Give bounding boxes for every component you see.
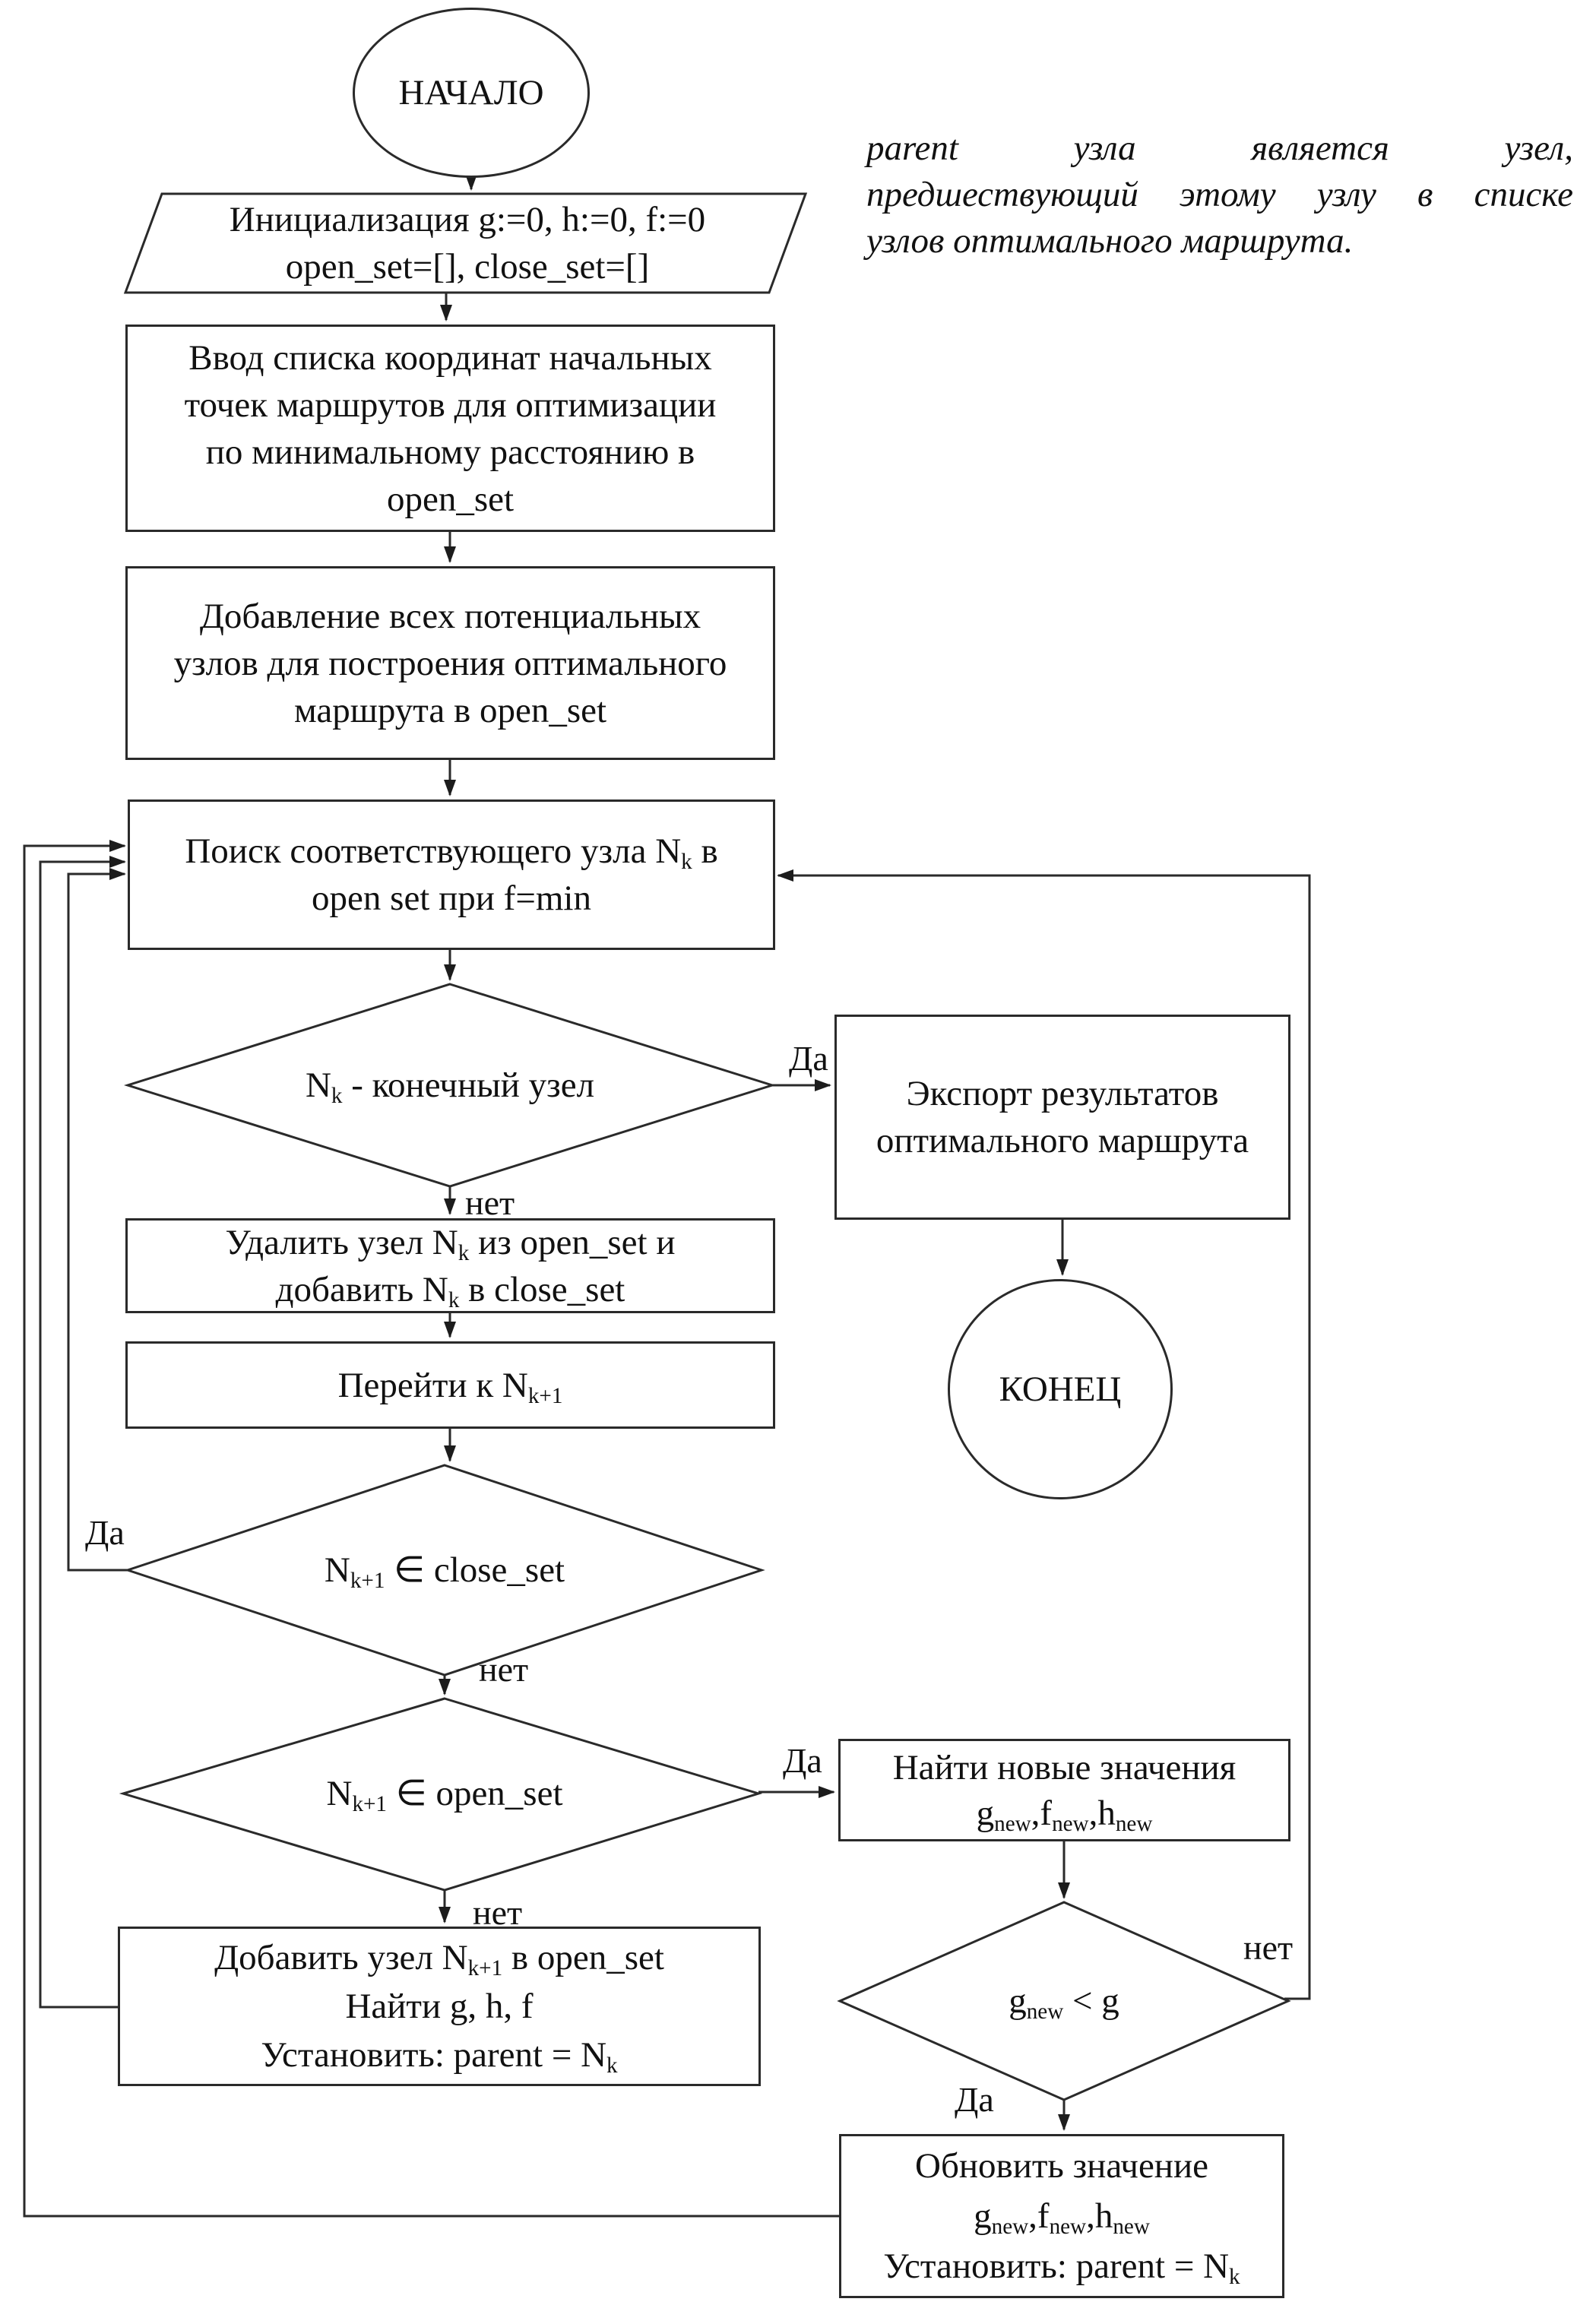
edge-addopen-loop: [40, 862, 125, 2007]
edge-label-yes-gnew: Да: [955, 2080, 994, 2119]
search-line: open set при f=min: [312, 879, 591, 918]
decision-in-close-set-label: [224, 1521, 665, 1620]
edge-label-no-inclose: нет: [479, 1650, 529, 1689]
init-io-node: [148, 196, 787, 290]
start-label: НАЧАЛО: [398, 73, 544, 112]
end-label: КОНЕЦ: [999, 1369, 1122, 1409]
edge-label-yes-final: Да: [789, 1039, 828, 1078]
edge-label-yes-inopen: Да: [783, 1741, 822, 1780]
parent-note-line: предшествующий этому узлу в списке: [866, 175, 1573, 214]
add-nodes-process-node: [125, 566, 775, 760]
add-nodes-line: маршрута в open_set: [293, 690, 607, 730]
parent-note-line: узлов оптимального маршрута.: [866, 221, 1354, 261]
start-terminator: [353, 8, 590, 178]
decision-in-close-text: $N_{k+1}$ ∈ close_set: [324, 1550, 565, 1594]
export-line: Экспорт результатов: [906, 1074, 1219, 1113]
update-line: $g_{new},f_{new},h_{new}$: [974, 2196, 1150, 2240]
decision-gnew-text: $g_{new} < g$: [1009, 1981, 1119, 2025]
decision-in-open-set-label: [224, 1744, 665, 1843]
search-line: Поиск соответствующего узла $N_k$ в: [185, 831, 718, 875]
decision-in-open-text: $N_{k+1}$ ∈ open_set: [326, 1774, 563, 1817]
init-line: Инициализация g:=0, h:=0, f:=0: [229, 200, 706, 239]
find-new-line: Найти новые значения: [892, 1747, 1237, 1787]
export-process-node: [834, 1015, 1290, 1220]
edge-label-yes-inclose: Да: [85, 1513, 125, 1552]
parent-note: [866, 125, 1573, 264]
goto-next-label: Перейти к $N_{k+1}$: [337, 1365, 563, 1408]
edge-label-no-final: нет: [465, 1183, 515, 1222]
find-new-process-node: [838, 1739, 1290, 1841]
remove-process-node: [125, 1218, 775, 1313]
add-open-line: Найти g, h, f: [345, 1987, 534, 2026]
input-line: точек маршрутов для оптимизации: [184, 385, 717, 425]
search-process-node: [128, 799, 775, 950]
add-open-process-node: [118, 1927, 761, 2086]
edge-label-no-inopen: нет: [473, 1893, 523, 1932]
end-terminator: [948, 1279, 1173, 1499]
add-open-line: Установить: parent = $N_k$: [261, 2035, 618, 2079]
update-process-node: [839, 2134, 1284, 2298]
remove-line: добавить $N_k$ в close_set: [275, 1269, 625, 1312]
add-nodes-line: узлов для построения оптимального: [173, 643, 727, 683]
update-line: Обновить значение: [915, 2146, 1208, 2186]
decision-final-text: $N_k$ - конечный узел: [305, 1065, 595, 1109]
decision-final-node-label: [230, 1036, 670, 1135]
remove-line: Удалить узел $N_k$ из open_set и: [225, 1222, 676, 1265]
add-open-line: Добавить узел $N_{k+1}$ в open_set: [214, 1938, 664, 1981]
input-line: по минимальному расстоянию в: [205, 432, 695, 472]
decision-gnew-less-label: [950, 1952, 1178, 2050]
export-line: оптимального маршрута: [876, 1121, 1249, 1160]
edge-inclose-yes-loop: [68, 874, 128, 1570]
input-line: Ввод списка координат начальных: [188, 337, 712, 378]
parent-note-line: parent узла является узел,: [866, 128, 1573, 168]
goto-next-process-node: [125, 1341, 775, 1429]
update-line: Установить: parent = $N_k$: [883, 2246, 1240, 2290]
edge-label-no-gnew: нет: [1243, 1928, 1294, 1967]
input-line: open_set: [386, 479, 515, 519]
init-line: open_set=[], close_set=[]: [285, 247, 650, 287]
input-process-node: [125, 325, 775, 532]
add-nodes-line: Добавление всех потенциальных: [199, 596, 701, 636]
find-new-line: $g_{new},f_{new},h_{new}$: [976, 1793, 1153, 1836]
